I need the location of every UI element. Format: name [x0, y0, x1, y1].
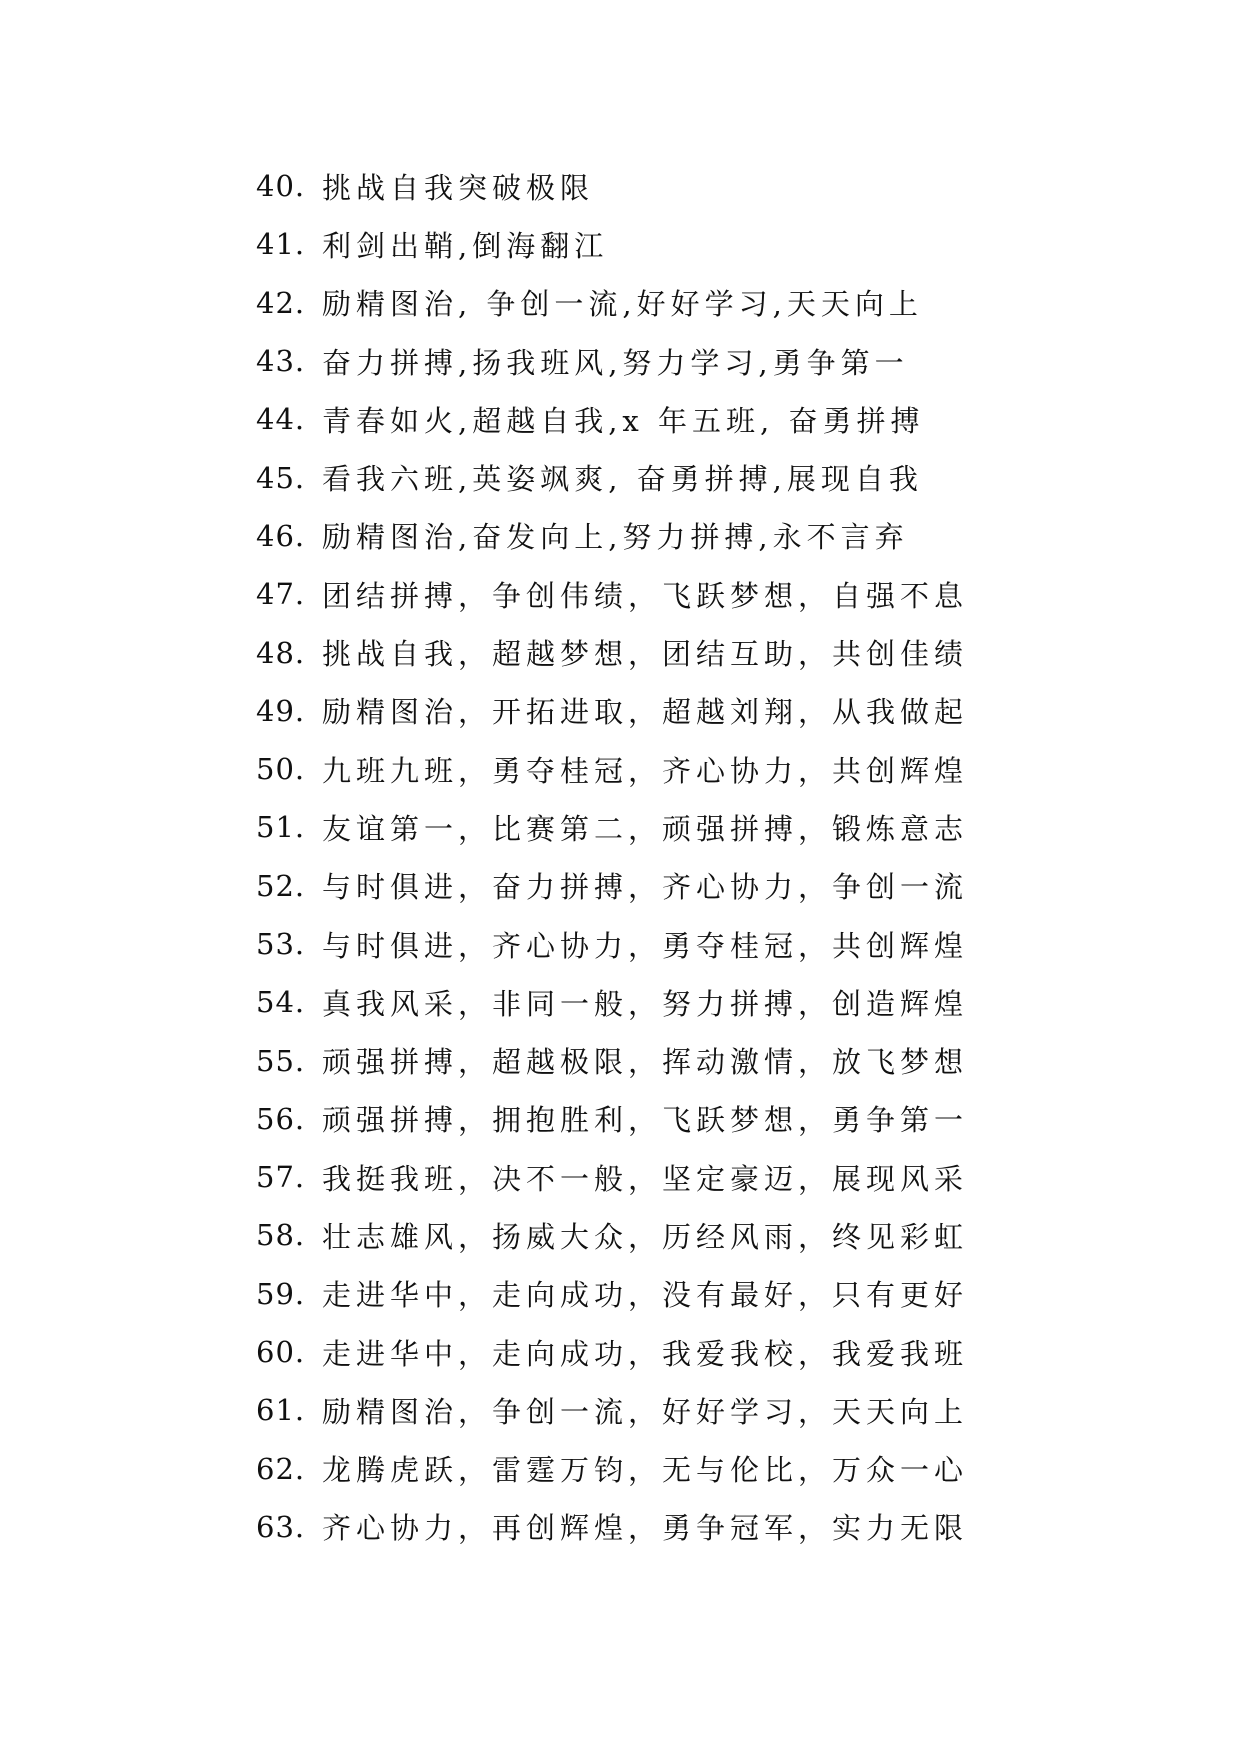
item-number: 57.: [256, 1160, 306, 1195]
list-item: [256, 857, 968, 915]
list-item: [256, 565, 968, 623]
item-text: 团结拼搏，争创伟绩，飞跃梦想，自强不息: [322, 578, 969, 613]
list-item: [256, 623, 968, 681]
item-number: 41.: [256, 227, 306, 262]
item-text: 齐心协力，再创辉煌，勇争冠军，实力无限: [322, 1511, 969, 1546]
list-item: [256, 1148, 968, 1206]
item-number: 58.: [256, 1218, 306, 1253]
item-text: 励精图治,奋发向上,努力拼搏,永不言弃: [322, 520, 909, 555]
list-item: [256, 448, 968, 506]
item-text: 励精图治, 争创一流,好好学习,天天向上: [322, 287, 923, 322]
item-text: 挑战自我突破极限: [322, 170, 595, 205]
item-number: 47.: [256, 577, 306, 612]
item-number: 43.: [256, 344, 306, 379]
item-text: 青春如火,超越自我,x 年五班, 奋勇拼搏: [322, 403, 925, 438]
item-text: 看我六班,英姿飒爽, 奋勇拼搏,展现自我: [322, 462, 923, 497]
item-number: 40.: [256, 169, 306, 204]
list-item: [256, 1090, 968, 1148]
item-number: 51.: [256, 810, 306, 845]
list-item: [256, 1206, 968, 1264]
list-item: [256, 332, 968, 390]
item-number: 48.: [256, 635, 306, 670]
item-number: 59.: [256, 1276, 306, 1311]
list-item: [256, 740, 968, 798]
item-text: 利剑出鞘,倒海翻江: [322, 228, 609, 263]
item-text: 龙腾虎跃，雷霆万钧，无与伦比，万众一心: [322, 1453, 969, 1488]
item-number: 55.: [256, 1043, 306, 1078]
list-item: [256, 1265, 968, 1323]
list-item: [256, 1498, 968, 1556]
list-item: [256, 973, 968, 1031]
item-number: 44.: [256, 402, 306, 437]
list-item: [256, 682, 968, 740]
list-item: [256, 798, 968, 856]
item-text: 顽强拼搏，超越极限，挥动激情，放飞梦想: [322, 1045, 969, 1080]
list-item: [256, 274, 968, 332]
item-text: 走进华中，走向成功，没有最好，只有更好: [322, 1278, 969, 1313]
list-item: [256, 507, 968, 565]
list-item: [256, 157, 968, 215]
item-number: 63.: [256, 1509, 306, 1544]
item-number: 60.: [256, 1335, 306, 1370]
item-text: 友谊第一，比赛第二，顽强拼搏，锻炼意志: [322, 811, 969, 846]
slogan-list: [256, 157, 968, 1556]
item-text: 励精图治，争创一流，好好学习，天天向上: [322, 1394, 969, 1429]
item-text: 奋力拼搏,扬我班风,努力学习,勇争第一: [322, 345, 909, 380]
list-item: [256, 390, 968, 448]
item-text: 九班九班，勇夺桂冠，齐心协力，共创辉煌: [322, 753, 969, 788]
item-text: 走进华中，走向成功，我爱我校，我爱我班: [322, 1336, 969, 1371]
item-text: 壮志雄风，扬威大众，历经风雨，终见彩虹: [322, 1219, 969, 1254]
item-text: 挑战自我，超越梦想，团结互助，共创佳绩: [322, 637, 969, 672]
item-number: 62.: [256, 1451, 306, 1486]
list-item: [256, 215, 968, 273]
list-item: [256, 915, 968, 973]
item-number: 61.: [256, 1393, 306, 1428]
item-number: 52.: [256, 868, 306, 903]
item-number: 42.: [256, 285, 306, 320]
list-item: [256, 1440, 968, 1498]
item-number: 56.: [256, 1101, 306, 1136]
item-text: 顽强拼搏，拥抱胜利，飞跃梦想，勇争第一: [322, 1103, 969, 1138]
item-text: 我挺我班，决不一般，坚定豪迈，展现风采: [322, 1161, 969, 1196]
item-text: 与时俱进，奋力拼搏，齐心协力，争创一流: [322, 870, 969, 905]
list-item: [256, 1323, 968, 1381]
item-text: 励精图治，开拓进取，超越刘翔，从我做起: [322, 695, 969, 730]
item-number: 54.: [256, 985, 306, 1020]
item-number: 45.: [256, 460, 306, 495]
item-text: 与时俱进，齐心协力，勇夺桂冠，共创辉煌: [322, 928, 969, 963]
item-text: 真我风采，非同一般，努力拼搏，创造辉煌: [322, 986, 969, 1021]
list-item: [256, 1031, 968, 1089]
item-number: 50.: [256, 752, 306, 787]
item-number: 53.: [256, 927, 306, 961]
list-item: [256, 1381, 968, 1439]
item-number: 46.: [256, 518, 306, 553]
item-number: 49.: [256, 693, 306, 728]
